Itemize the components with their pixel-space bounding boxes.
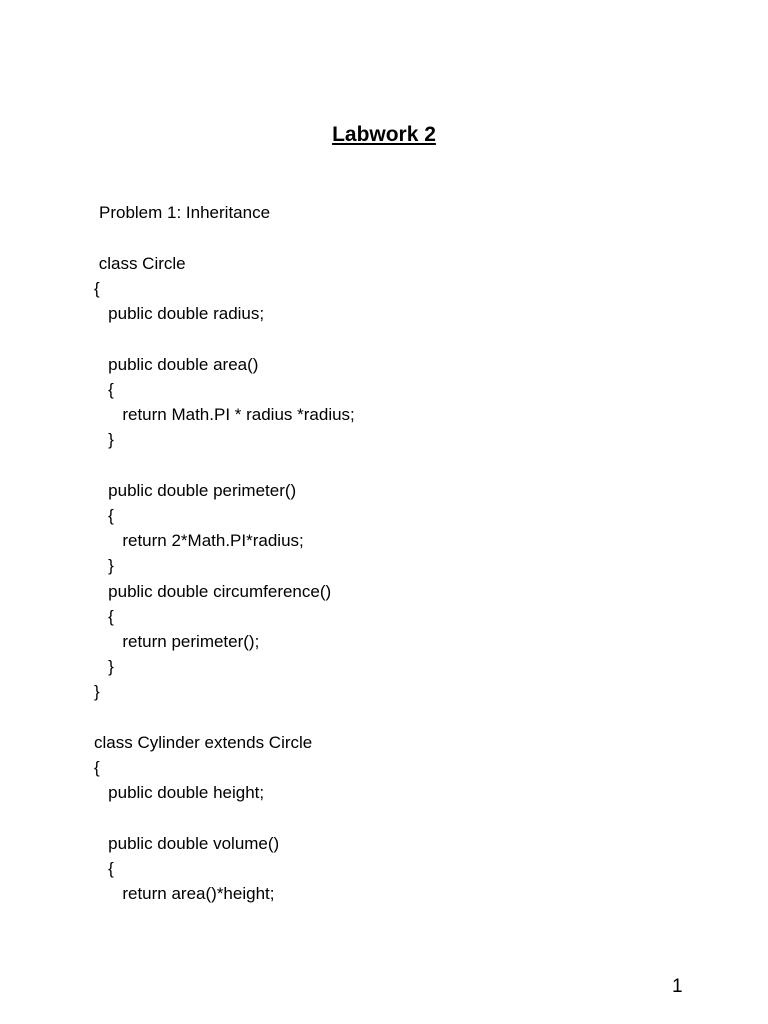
- document-title: Labwork 2: [332, 123, 436, 146]
- code-line: {: [94, 858, 114, 878]
- code-line: return 2*Math.PI*radius;: [94, 531, 304, 551]
- code-line: public double volume(): [94, 833, 280, 853]
- code-line: }: [94, 556, 114, 576]
- code-line: public double area(): [94, 354, 259, 374]
- code-line: return Math.PI * radius *radius;: [94, 405, 355, 425]
- code-line: public double circumference(): [94, 581, 332, 601]
- problem-heading: Problem 1: Inheritance: [99, 203, 271, 222]
- page-number: 1: [672, 976, 683, 997]
- code-line: {: [94, 506, 114, 525]
- code-line: return perimeter();: [94, 632, 260, 651]
- code-line: }: [94, 682, 100, 702]
- code-line: class Cylinder extends Circle: [94, 732, 313, 752]
- code-line: public double perimeter(): [94, 480, 297, 500]
- code-line: {: [94, 606, 114, 626]
- code-line: class Circle: [94, 254, 186, 273]
- code-line: }: [94, 657, 114, 677]
- code-line: {: [94, 380, 114, 399]
- code-line: }: [94, 430, 114, 450]
- code-line: {: [94, 279, 100, 299]
- code-line: public double height;: [94, 783, 265, 803]
- code-line: return area()*height;: [94, 884, 275, 903]
- code-line: public double radius;: [94, 304, 265, 324]
- code-line: {: [94, 758, 100, 777]
